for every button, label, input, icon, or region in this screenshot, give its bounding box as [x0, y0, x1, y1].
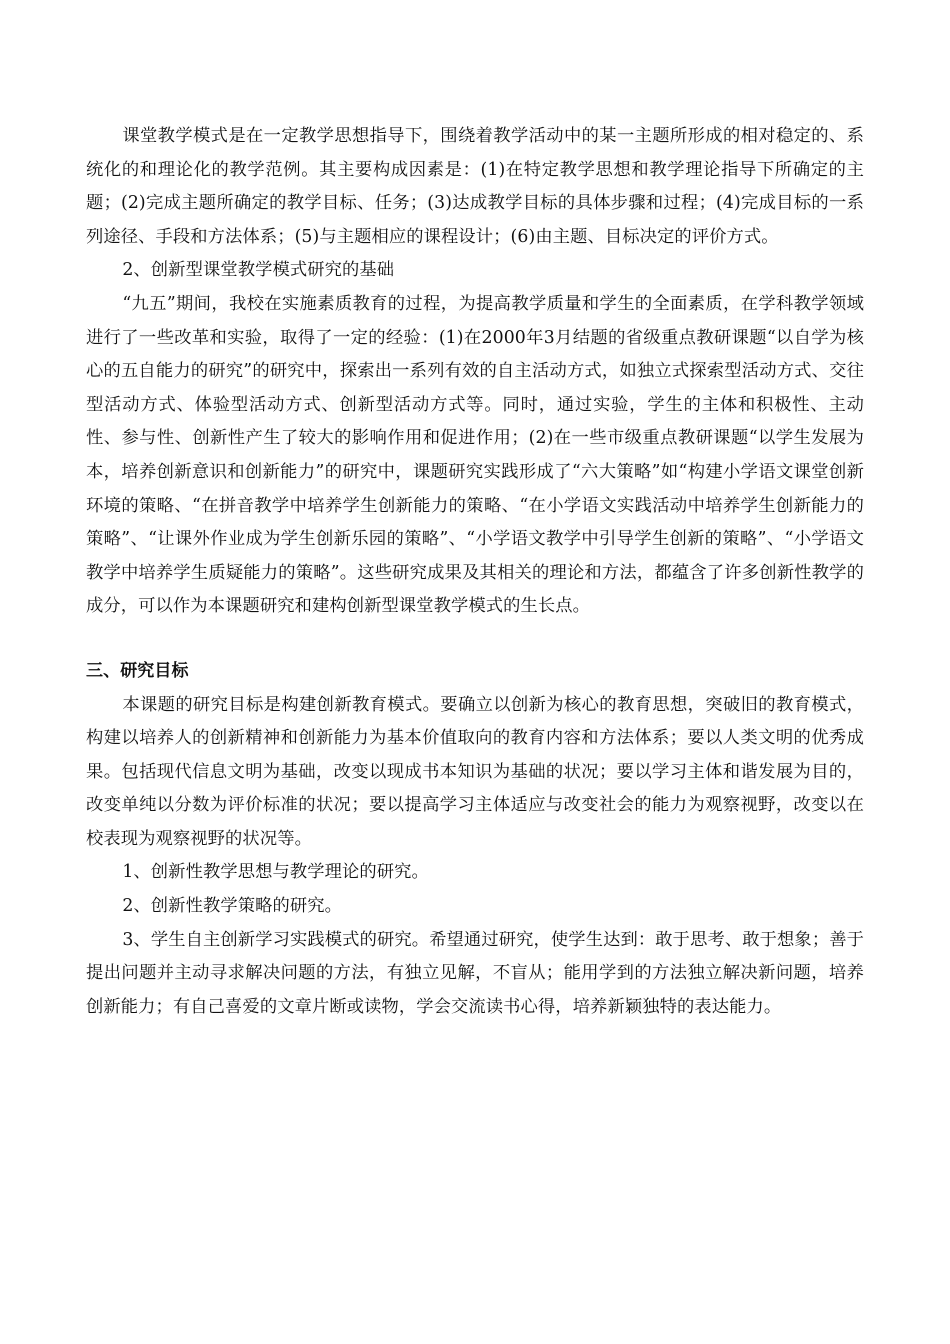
paragraph-research-goal-overview: 本课题的研究目标是构建创新教育模式。要确立以创新为核心的教育思想，突破旧的教育模式，构建以培养人的创新精神和创新能力为基本价值取向的教育内容和方法体系；要以人类文明的优秀成果。包括现代信息文明为基础，改变以现成书本知识为基础的状况；要以学习主体和谐发展为目的，改变单纯以分数为评价标准的状况；要以提高学习主体适应与改变社会的能力为观察视野，改变以在校表现为观察视野的状况等。: [86, 694, 864, 849]
list-item-goal-2: 2、创新性教学策略的研究。: [122, 896, 342, 917]
paragraph-ninth-five-year-experience: “九五”期间，我校在实施素质教育的过程，为提高教学质量和学生的全面素质，在学科教学领域进行了一些改革和实验，取得了一定的经验：(1)在2000年3月结题的省级重点教研课题“以自学为核心的五自能力的研究”的研究中，探索出一系列有效的自主活动方式，如独立式探索型活动方式、交往型活动方式、体验型活动方式、创新型活动方式等。同时，通过实验，学生的主体和积极性、主动性、参与性、创新性产生了较大的影响作用和促进作用；(2)在一些市级重点教研课题“以学生发展为本，培养创新意识和创新能力”的研究中，课题研究实践形成了“六大策略”如“构建小学语文课堂创新环境的策略、“在拼音教学中培养学生创新能力的策略、“在小学语文实践活动中培养学生创新能力的策略”、“让课外作业成为学生创新乐园的策略”、“小学语文教学中引导学生创新的策略”、“小学语文教学中培养学生质疑能力的策略”。这些研究成果及其相关的理论和方法，都蕴含了许多创新性教学的成分，可以作为本课题研究和建构创新型课堂教学模式的生长点。: [86, 293, 864, 617]
section-heading-research-goals: 三、研究目标: [86, 660, 189, 681]
paragraph-teaching-model-definition: 课堂教学模式是在一定教学思想指导下，围绕着教学活动中的某一主题所形成的相对稳定的、系统化的和理论化的教学范例。其主要构成因素是：(1)在特定教学思想和教学理论指导下所确定的主题；(2)完成主题所确定的教学目标、任务；(3)达成教学目标的具体步骤和过程；(4)完成目标的一系列途径、手段和方法体系；(5)与主题相应的课程设计；(6)由主题、目标决定的评价方式。: [86, 126, 864, 247]
list-item-goal-1: 1、创新性教学思想与教学理论的研究。: [122, 862, 429, 883]
document-body: [86, 120, 864, 1024]
section-spacer: [86, 624, 864, 655]
subheading-research-basis: 2、创新型课堂教学模式研究的基础: [122, 260, 395, 281]
list-item-goal-3: 3、学生自主创新学习实践模式的研究。希望通过研究，使学生达到：敢于思考、敢于想象；善于提出问题并主动寻求解决问题的方法，有独立见解，不盲从；能用学到的方法独立解决新问题，培养创新能力；有自己喜爱的文章片断或读物，学会交流读书心得，培养新颖独特的表达能力。: [86, 929, 864, 1017]
